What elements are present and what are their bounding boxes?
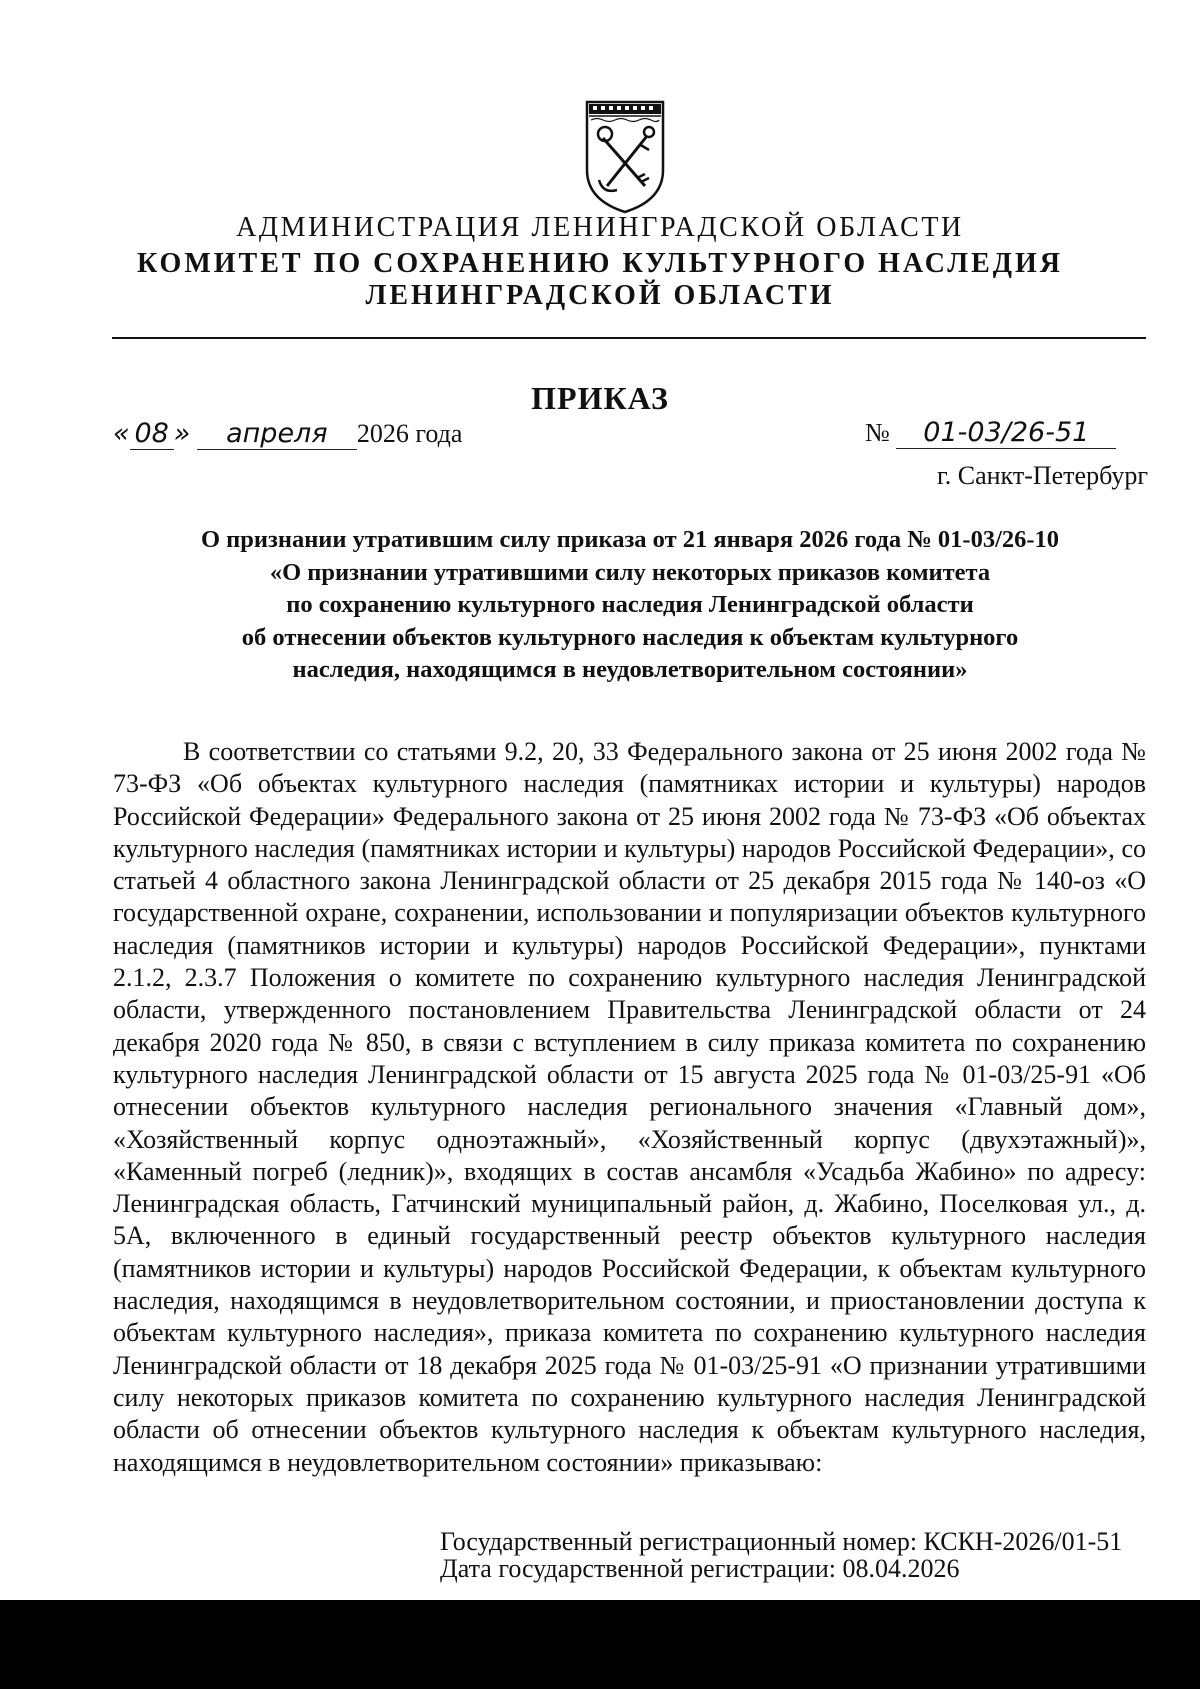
subject-line: наследия, находящимся в неудовлетворительном состоянии»: [292, 656, 968, 683]
date-day: 08: [130, 419, 174, 450]
order-number: [865, 418, 1116, 449]
date-month: апреля: [197, 419, 357, 450]
scan-edge-bar: [0, 1600, 1200, 1689]
order-subject: [110, 524, 1150, 687]
order-body: [113, 736, 1146, 1479]
number-label: №: [865, 418, 890, 447]
header-divider: [112, 337, 1146, 339]
registration-number: Государственный регистрационный номер: КСКН-2026/01-51: [440, 1527, 1123, 1556]
city: г. Санкт-Петербург: [937, 461, 1148, 490]
header-region: ЛЕНИНГРАДСКОЙ ОБЛАСТИ: [365, 280, 835, 311]
date-close-quote: »: [173, 418, 191, 449]
coat-of-arms-icon: [583, 100, 667, 214]
body-paragraph: В соответствии со статьями 9.2, 20, 33 Федерального закона от 25 июня 2002 года № 73-ФЗ «Об объектах культурного наследия (памятниках истории и культуры) народов Российской Федерации» Федерального закона от 25 июня 2002 года № 73-ФЗ «Об объектах культурного наследия (памятниках истории и культуры) народов Российской Федерации», со статьей 4 областного закона Ленинградской области от 25 декабря 2015 года № 140-оз «О государственной охране, сохранении, использовании и популяризации объектов культурного наследия (памятников истории и культуры) народов Российской Федерации», пунктами 2.1.2, 2.3.7 Положения о комитете по сохранению культурного наследия Ленинградской области, утвержденного постановлением Правительства Ленинградской области от 24 декабря 2020 года № 850, в связи с вступлением в силу приказа комитета по сохранению культурного наследия Ленинградской области от 15 августа 2025 года № 01-03/25-91 «Об отнесении объектов культурного наследия регионального значения «Главный дом», «Хозяйственный корпус одноэтажный», «Хозяйственный корпус (двухэтажный)», «Каменный погреб (ледник)», входящих в состав ансамбля «Усадьба Жабино» по адресу: Ленинградская область, Гатчинский муниципальный район, д. Жабино, Поселковая ул., д. 5А, включенного в единый государственный реестр объектов культурного наследия (памятников истории и культуры) народов Российской Федерации, к объектам культурного наследия, находящимся в неудовлетворительном состоянии, и приостановлении доступа к объектам культурного наследия», приказа комитета по сохранению культурного наследия Ленинградской области от 18 декабря 2025 года № 01-03/25-91 «О признании утратившими силу некоторых приказов комитета по сохранению культурного наследия Ленинградской области об отнесении объектов культурного наследия к объектам культурного наследия, находящимся в неудовлетворительном состоянии» приказываю:: [113, 737, 1146, 1477]
subject-line: об отнесении объектов культурного наследия к объектам культурного: [241, 623, 1019, 651]
subject-line: О признании утратившим силу приказа от 21 января 2026 года № 01-03/26-10: [200, 526, 1060, 553]
header-committee: КОМИТЕТ ПО СОХРАНЕНИЮ КУЛЬТУРНОГО НАСЛЕДИЯ: [136, 248, 1064, 279]
page-title: ПРИКАЗ: [531, 380, 669, 416]
number-value: 01-03/26-51: [896, 418, 1116, 449]
registration-stamp: [440, 1528, 1122, 1582]
subject-line: «О признании утратившими силу некоторых приказов комитета: [269, 558, 991, 586]
date-year: 2026 года: [356, 419, 463, 448]
subject-line: по сохранению культурного наследия Ленинградской области: [286, 591, 974, 618]
date-open-quote: «: [113, 418, 130, 449]
header-administration: АДМИНИСТРАЦИЯ ЛЕНИНГРАДСКОЙ ОБЛАСТИ: [236, 212, 964, 243]
order-date: [113, 418, 462, 450]
registration-date: Дата государственной регистрации: 08.04.2026: [440, 1554, 960, 1583]
